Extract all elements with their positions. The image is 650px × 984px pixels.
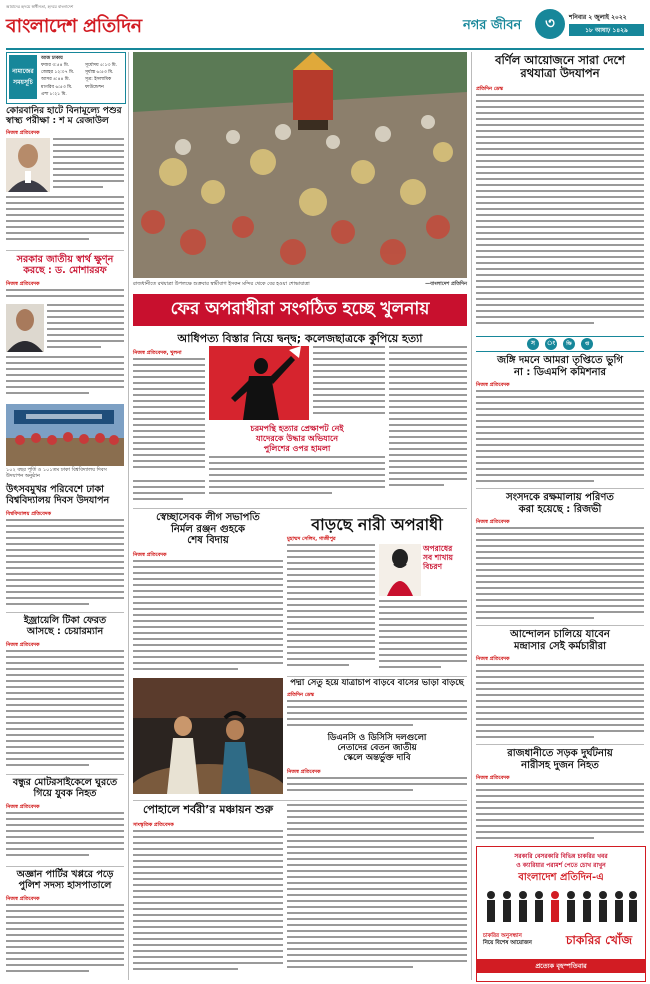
korbani-body-1	[53, 138, 124, 194]
university-headline: উৎসবমুখর পরিবেশে ঢাকা বিশ্ববিদ্যালয় দিবস উদযাপন	[6, 484, 110, 506]
ad-line2: ও ক্যারিয়ার পরামর্শ পেতে চোখ রাখুন	[516, 862, 606, 869]
sun-times: সূর্যোদয় ৫:১৩ মি. সূর্যাস্ত ৬:৫৩ মি. সূত্র: ইসলামিক ফাউন্ডেশন	[85, 63, 118, 90]
andolon-headline: আন্দোলন চালিয়ে যাবেন মন্দ্রাসার সেই কর্মচারীরা	[510, 629, 610, 652]
ad-logo: চাকরির খোঁজ	[565, 933, 633, 947]
sankshipta-letter: প্ত	[581, 338, 593, 350]
padma-byline: প্রতিদিন ডেস্ক	[287, 692, 315, 698]
ad-tag: চাকরির অনুসন্ধান নিয়ে বিশেষ আয়োজন	[483, 933, 532, 947]
sarak-body	[476, 783, 644, 843]
divider	[6, 612, 124, 613]
jatiya-body-3	[6, 356, 124, 400]
divider	[287, 676, 467, 677]
column-rule	[128, 52, 129, 980]
sankshipta-letter: স	[527, 338, 539, 350]
sangsad-byline: নিজস্ব প্রতিবেদক	[476, 519, 510, 525]
tagline: আমাদের হৃদয়ে স্বাধীনতা, হৃদয়ে বাংলাদেশ	[6, 4, 74, 9]
pohela-body	[133, 830, 283, 978]
korbani-byline: নিজস্ব প্রতিবেদক	[6, 130, 40, 136]
andolon-byline: নিজস্ব প্রতিবেদক	[476, 656, 510, 662]
divider	[133, 800, 467, 801]
divider	[133, 508, 467, 509]
sarak-byline: নিজস্ব প্রতিবেদক	[476, 775, 510, 781]
minister-photo	[6, 138, 50, 192]
sankshipta-letter: ং	[545, 338, 557, 350]
ad-people-graphic	[481, 887, 641, 929]
prayer-time-box	[6, 52, 126, 104]
andolon-body	[476, 664, 644, 742]
divider	[6, 250, 124, 251]
israeli-byline: নিজস্ব প্রতিবেদক	[6, 642, 40, 648]
motorcycle-byline: নিজস্ব প্রতিবেদক	[6, 804, 40, 810]
jatiya-byline: নিজস্ব প্রতিবেদক	[6, 281, 40, 287]
sankshipta-letter: ক্ষি	[563, 338, 575, 350]
khulna-body-5	[133, 480, 205, 504]
divider	[6, 866, 124, 867]
nari-body-2	[379, 600, 467, 674]
theatre-photo	[133, 678, 283, 794]
prayer-header: আজ ঢাকায়	[41, 56, 63, 61]
swechhasebok-headline: স্বেচ্ছাসেবক লীগ সভাপতি নির্মল রঞ্জন গুহকে শেষ বিদায়	[156, 512, 260, 546]
rathyatra-photo-credit: —বাংলাদেশ প্রতিদিন	[425, 281, 467, 287]
sangsad-body	[476, 527, 644, 623]
nari-byline: মুহাম্মদ সেলিম, গাজীপুর	[287, 536, 336, 542]
jatiya-body-1	[6, 289, 124, 303]
khulna-body-3	[209, 456, 385, 504]
dcc-body	[287, 777, 467, 799]
nari-headline: বাড়ছে নারী অপরাধী	[311, 515, 443, 534]
mosharraf-photo	[6, 304, 44, 352]
police-headline: অজ্ঞান পার্টির খপ্পরে পড়ে পুলিশ সদস্য হাসপাতালে	[16, 869, 114, 891]
university-body	[6, 519, 124, 611]
divider	[6, 774, 124, 775]
university-byline: বিশ্ববিদ্যালয় প্রতিবেদক	[6, 511, 52, 517]
jongi-body	[476, 390, 644, 486]
divider	[476, 488, 644, 489]
jongi-headline: জঙ্গি দমনে আমরা তৃপ্তিতে ভুগি না : ডিএমপি কমিশনার	[497, 355, 623, 378]
prayer-label: নামাজের সময়সূচি	[9, 55, 37, 99]
khulna-body-4	[389, 346, 467, 504]
dcc-byline: নিজস্ব প্রতিবেদক	[287, 769, 321, 775]
pohela-headline: পোহালে শর্বরী’র মঞ্চায়ন শুরু	[142, 803, 274, 816]
dcc-headline: ডিএনসি ও ডিসিসি দলগুলো নেতাদের বেতন জাতীয় স্কেলে অন্তর্ভুক্ত দাবি	[327, 733, 427, 763]
rathyatra-body	[476, 94, 644, 330]
pohela-byline: সাংস্কৃতিক প্রতিবেদক	[133, 822, 174, 828]
padma-headline: পদ্মা সেতু হয়ে যাত্রাচাপ বাড়বে বাসের ভাড়া বাড়ছে	[290, 678, 464, 688]
rathyatra-caption: রাজধানীতে রথযাত্রা উপলক্ষে শুক্রবার স্বামীবাগ ইসকন মন্দির থেকে বের হওয়া শোভাযাত্রা	[133, 281, 310, 287]
nari-sidebar: অপরাধের সব শাখায় বিচরণ	[423, 544, 453, 571]
university-caption: ১০২ বছর পূর্তি ও ১০১তম ঢাকা বিশ্ববিদ্যালয় দিবস উদযাপন অনুষ্ঠান	[6, 467, 107, 479]
divider	[476, 744, 644, 745]
sankshipta-banner	[476, 336, 644, 352]
motorcycle-body	[6, 812, 124, 864]
chakrir-khoj-ad	[476, 846, 646, 982]
israeli-body	[6, 650, 124, 772]
ad-footer: প্রত্যেক বৃহস্পতিবার	[477, 959, 645, 973]
ad-brand: বাংলাদেশ প্রতিদিন-এ	[518, 872, 604, 883]
padma-body	[287, 700, 467, 730]
masthead	[6, 4, 644, 50]
khulna-illustration	[209, 346, 309, 420]
khulna-subhead: আধিপত্য বিস্তার নিয়ে দ্বন্দ্ব; কলেজছাত্রকে কুপিয়ে হত্যা	[177, 332, 423, 345]
police-byline: নিজস্ব প্রতিবেদক	[6, 896, 40, 902]
motorcycle-headline: বন্ধুর মোটরসাইকেলে ঘুরতে গিয়ে যুবক নিহত	[12, 777, 118, 799]
rathyatra-byline: প্রতিদিন ডেস্ক	[476, 86, 504, 92]
swechhasebok-byline: নিজস্ব প্রতিবেদক	[133, 552, 167, 558]
divider	[476, 625, 644, 626]
nari-illustration	[379, 544, 421, 596]
jongi-byline: নিজস্ব প্রতিবেদক	[476, 382, 510, 388]
ad-line1: সরকারি বেসরকারি বিভিন্ন চাকরির খবর	[514, 853, 608, 860]
prayer-times: ফজর ৩:৫৪ মি. জোহর ১২:০৭ মি. আসর ৪:৪৪ মি. মাগরিব ৬:৫৩ মি. এশা ৮:২১ মি.	[41, 63, 75, 97]
sangsad-headline: সংসদকে রক্ষমালায় পরিণত করা হয়েছে : রিজভী	[506, 492, 614, 515]
page-number: ৩	[535, 9, 565, 39]
hijri-date: ১৮ আষাঢ় ১৪২৯	[569, 24, 644, 36]
dcc-body-2	[287, 804, 467, 978]
khulna-body-2	[313, 346, 385, 422]
khulna-byline: নিজস্ব প্রতিবেদক, খুলনা	[133, 350, 182, 356]
jatiya-body-2	[47, 304, 124, 354]
sarak-headline: রাজধানীতে সড়ক দুর্ঘটনায় নারীসহ দুজন নিহত	[507, 748, 613, 771]
khulna-headline: ফের অপরাধীরা সংগঠিত হচ্ছে খুলনায়	[133, 294, 467, 326]
police-body	[6, 904, 124, 978]
jatiya-headline: সরকার জাতীয় স্বার্থ ক্ষুণ্ন করছে : ড. মোশাররফ	[16, 254, 114, 276]
rathyatra-headline: বর্ণিল আয়োজনে সারা দেশে রথযাত্রা উদযাপন	[495, 53, 625, 81]
israeli-headline: ইজ্রায়েলি টিকা ফেরত আসছে : চেয়ারম্যান	[23, 615, 107, 637]
korbani-headline: কোরবানির হাটে বিনামূল্যে পশুর স্বাস্থ্য পরীক্ষা : শ ম রেজাউল	[6, 106, 122, 127]
column-rule	[471, 52, 472, 980]
logo: বাংলাদেশ প্রতিদিন	[6, 15, 142, 37]
korbani-body-2	[6, 196, 124, 248]
rathyatra-photo	[133, 52, 467, 278]
swechhasebok-body	[133, 560, 283, 674]
khulna-pullquote: চরমপন্থি হত্যার প্রেক্ষাপট নেই যাদেরকে উদ্ধার অভিযানে পুলিশের ওপর হামলা	[250, 424, 344, 453]
date-line: শনিবার ২ জুলাই ২০২২	[569, 14, 627, 21]
nari-body-1	[287, 544, 375, 674]
khulna-body-1	[133, 358, 205, 476]
university-photo	[6, 404, 124, 466]
section-title: নগর জীবন	[463, 17, 522, 33]
